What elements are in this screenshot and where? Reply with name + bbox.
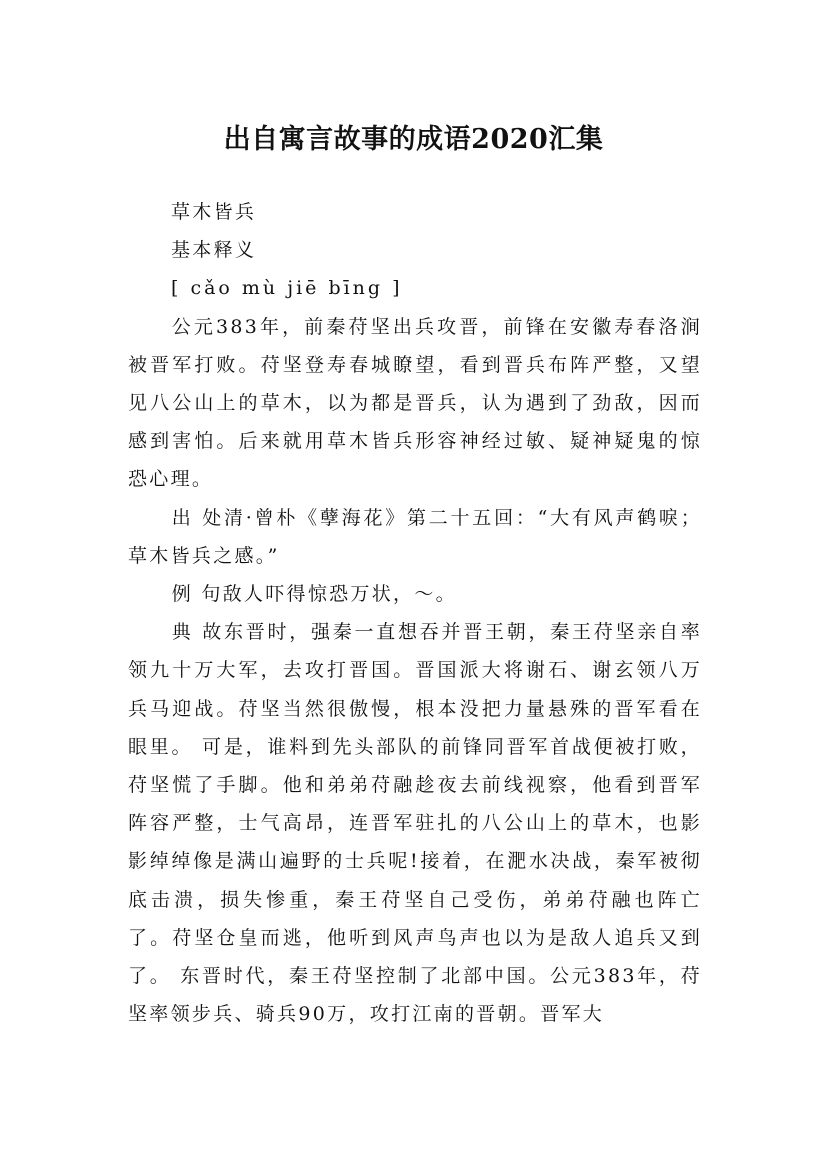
pinyin: [ cǎo mù jiē bīng ]	[171, 277, 403, 300]
story-paragraph: 典 故东晋时，强秦一直想吞并晋王朝，秦王苻坚亲自率领九十万大军，去攻打晋国。晋国派大将谢石、谢玄领八万兵马迎战。苻坚当然很傲慢，根本没把力量悬殊的晋军看在眼里。 可是，谁料到先头部队的前锋同晋军首战便被打败，苻坚慌了手脚。他和弟弟苻融趁夜去前线视察，他看到晋军阵容严整，士气高昂，连晋军驻扎的八公山上的草木，也影影绰绰像是满山遍野的士兵呢!接着，在淝水决战，秦军被彻底击溃，损失惨重，秦王苻坚自己受伤，弟弟苻融也阵亡了。苻坚仓皇而逃，他听到风声鸟声也以为是敌人追兵又到了。 东晋时代，秦王苻坚控制了北部中国。公元383年，苻坚率领步兵、骑兵90万，攻打江南的晋朝。晋军大	[128, 621, 702, 1026]
definition-paragraph: 公元383年，前秦苻坚出兵攻晋，前锋在安徽寿春洛涧被晋军打败。苻坚登寿春城瞭望，看到晋兵布阵严整，又望见八公山上的草木，以为都是晋兵，认为遇到了劲敌，因而感到害怕。后来就用草木皆兵形容神经过敏、疑神疑鬼的惊恐心理。	[128, 315, 702, 491]
source-paragraph: 出 处清·曾朴《孽海花》第二十五回：“大有风声鹤唳；草木皆兵之感。”	[128, 506, 702, 567]
section-label: 基本释义	[171, 239, 257, 262]
document-body	[128, 193, 702, 1033]
example-paragraph: 例 句敌人吓得惊恐万状，～。	[171, 583, 457, 606]
idiom-name: 草木皆兵	[171, 201, 257, 223]
page-title: 出自寓言故事的成语2020汇集	[223, 124, 604, 156]
